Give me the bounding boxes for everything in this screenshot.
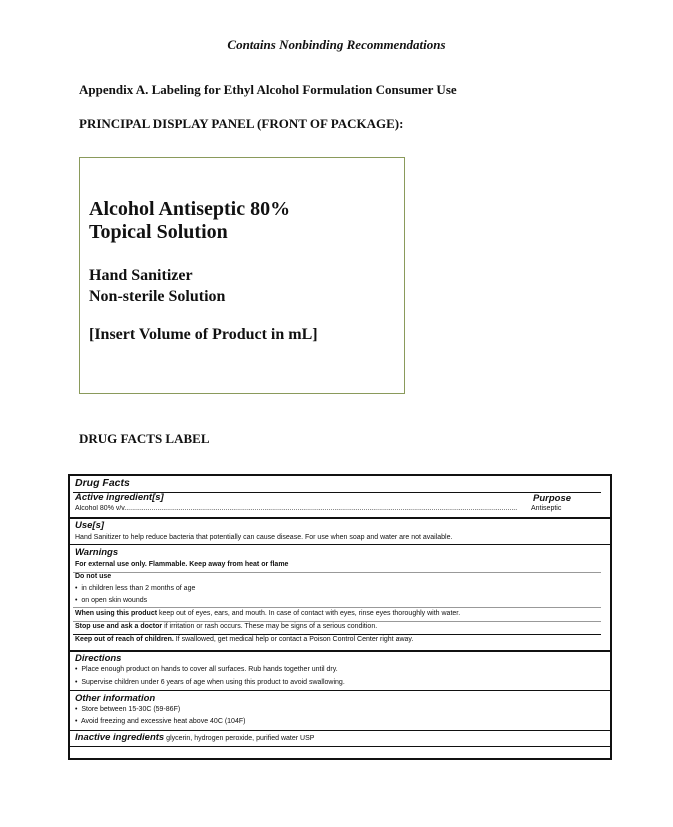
inactive-text: glycerin, hydrogen peroxide, purified water USP [164, 735, 315, 742]
divider [70, 517, 610, 519]
divider [70, 544, 610, 545]
inactive-heading: Inactive ingredients [75, 732, 165, 743]
active-ingredient-text: Alcohol 80% v/v [75, 505, 125, 512]
other-info-item: • Avoid freezing and excessive heat above 40C (104F) [75, 718, 246, 725]
principal-display-panel [79, 157, 405, 394]
active-ingredient: Alcohol 80% v/v.......................................................................................................................................................................................................... [75, 505, 518, 512]
divider [70, 730, 610, 731]
uses-heading: Use[s] [75, 520, 105, 531]
divider [73, 607, 601, 608]
other-info-heading: Other information [75, 693, 156, 704]
stop-use [75, 623, 377, 630]
do-not-use-item-text: in children less than 2 months of age [81, 585, 196, 592]
stop-use-text: if irritation or rash occurs. These may be signs of a serious condition. [162, 623, 378, 630]
when-using [75, 610, 460, 617]
directions-heading: Directions [75, 653, 122, 664]
do-not-use-item: • in children less than 2 months of age [75, 585, 196, 592]
when-using-bold: When using this product [75, 610, 158, 617]
pdp-line5: [Insert Volume of Product in mL] [89, 326, 318, 343]
direction-item: • Supervise children under 6 years of age when using this product to avoid swallowing. [75, 679, 345, 686]
pdp-line4: Non-sterile Solution [89, 288, 226, 305]
page-header: Contains Nonbinding Recommendations [227, 37, 446, 52]
divider [70, 650, 610, 652]
drug-facts-label [68, 474, 612, 760]
do-not-use-item-text: on open skin wounds [81, 597, 148, 604]
direction-text: Supervise children under 6 years of age when using this product to avoid swallowing. [81, 679, 345, 686]
warnings-heading: Warnings [75, 547, 119, 558]
pdp-line3: Hand Sanitizer [89, 267, 193, 284]
do-not-use: Do not use [75, 573, 112, 580]
direction-text: Place enough product on hands to cover all surfaces. Rub hands together until dry. [81, 666, 338, 673]
other-info-item: • Store between 15-30C (59-86F) [75, 706, 181, 713]
warning-external: For external use only. Flammable. Keep away from heat or flame [75, 561, 289, 568]
stop-use-bold: Stop use and ask a doctor [75, 623, 163, 630]
divider [73, 572, 601, 573]
divider [73, 634, 601, 635]
divider [70, 690, 610, 691]
keep-out [75, 636, 413, 643]
uses-text: Hand Sanitizer to help reduce bacteria that potentially can cause disease. For use when soap and water are not available. [75, 534, 453, 541]
when-using-text: keep out of eyes, ears, and mouth. In case of contact with eyes, rinse eyes thoroughly with water. [157, 610, 461, 617]
other-info-text: Store between 15-30C (59-86F) [81, 706, 181, 713]
dfl-heading: DRUG FACTS LABEL [79, 431, 210, 446]
pdp-line1: Alcohol Antiseptic 80% [89, 198, 291, 220]
active-heading: Active ingredient[s] [75, 492, 164, 503]
direction-item: • Place enough product on hands to cover all surfaces. Rub hands together until dry. [75, 666, 338, 673]
inactive-ingredients [75, 732, 314, 743]
appendix-title: Appendix A. Labeling for Ethyl Alcohol Formulation Consumer Use [79, 82, 457, 97]
drug-facts-title: Drug Facts [75, 477, 130, 489]
purpose-heading: Purpose [533, 493, 572, 504]
purpose: Antiseptic [531, 505, 562, 512]
pdp-line2: Topical Solution [89, 221, 228, 243]
divider [70, 746, 610, 747]
do-not-use-item: • on open skin wounds [75, 597, 148, 604]
other-info-text: Avoid freezing and excessive heat above 40C (104F) [80, 718, 246, 725]
keep-out-text: If swallowed, get medical help or contact a Poison Control Center right away. [173, 636, 414, 643]
pdp-heading: PRINCIPAL DISPLAY PANEL (FRONT OF PACKAGE): [79, 116, 404, 131]
keep-out-bold: Keep out of reach of children. [75, 636, 174, 643]
divider [73, 621, 601, 622]
